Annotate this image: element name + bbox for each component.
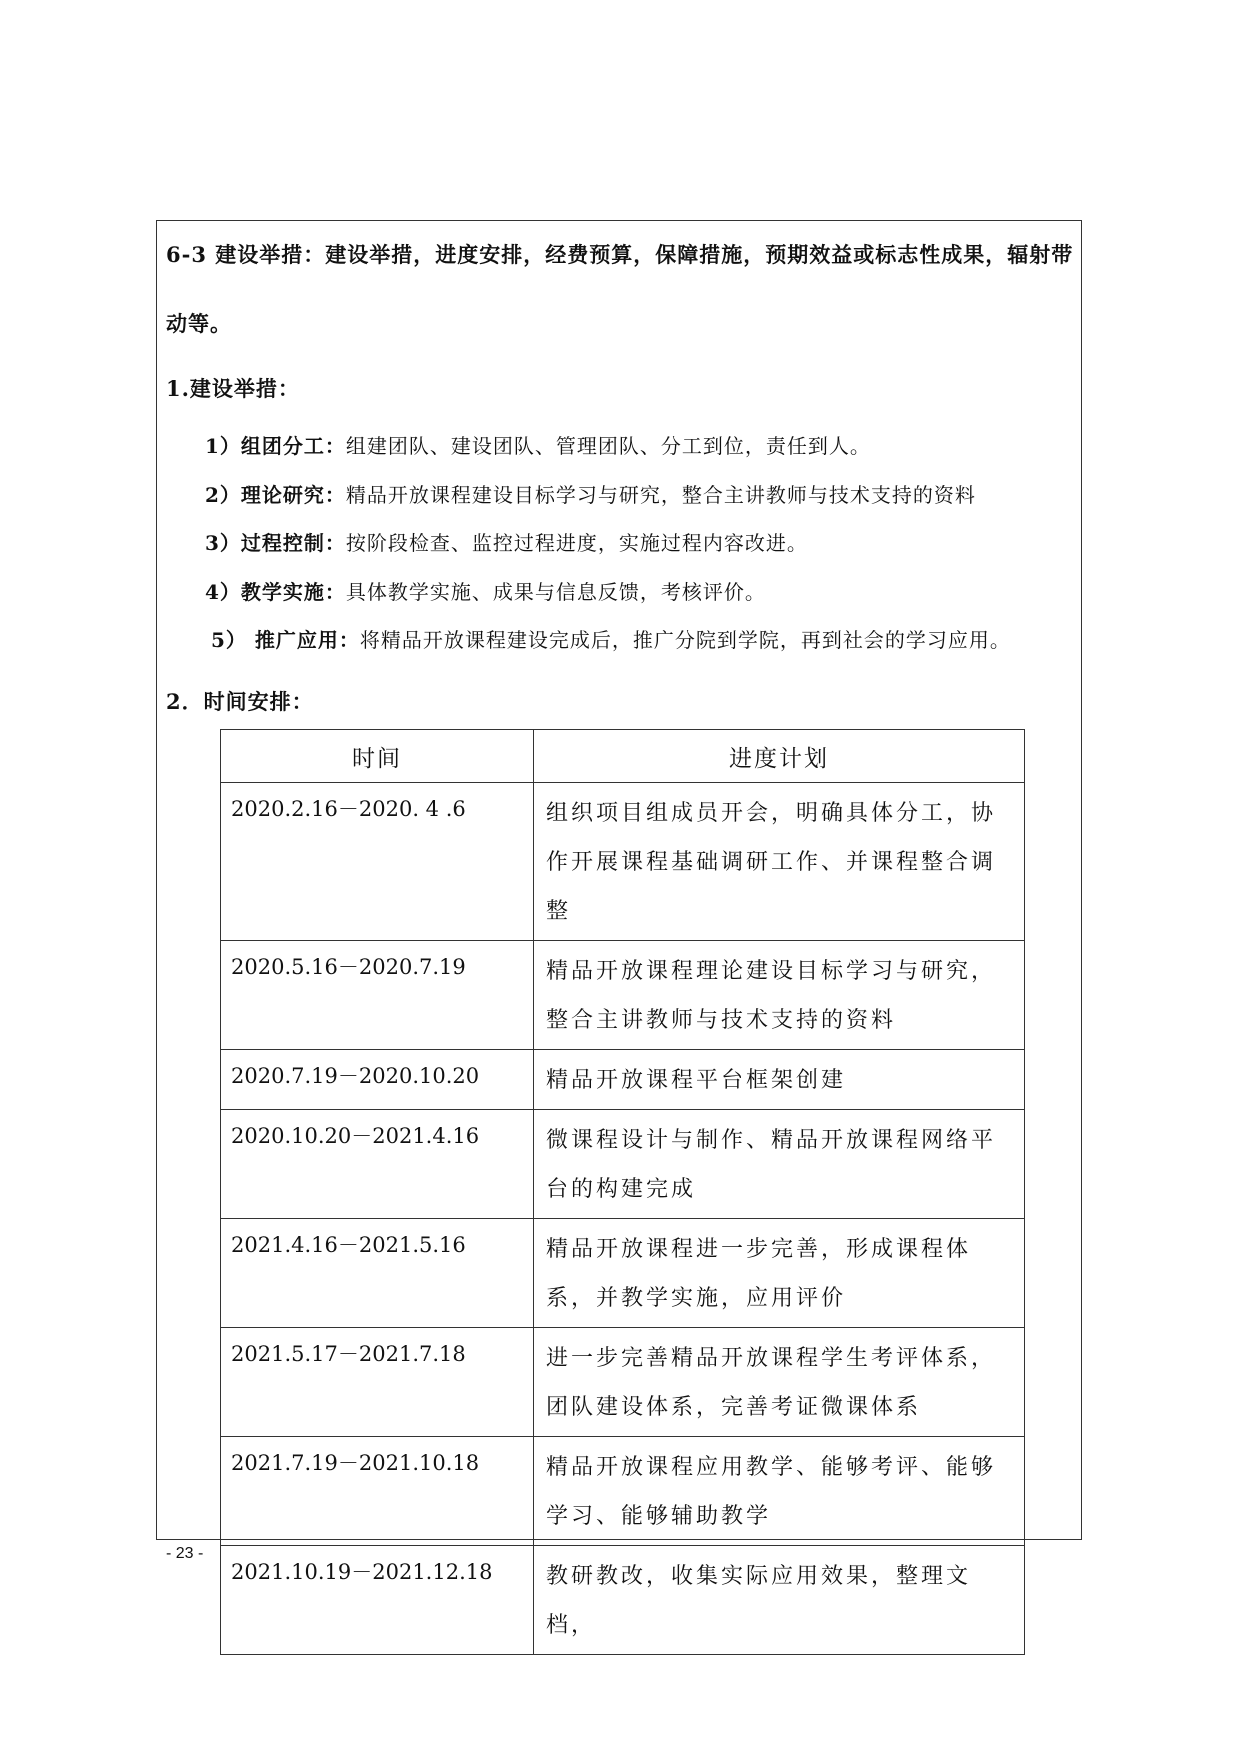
plan-cell: 组织项目组成员开会，明确具体分工，协作开展课程基础调研工作、并课程整合调整 <box>534 783 1025 941</box>
time-cell: 2021.10.19－2021.12.18 <box>221 1546 534 1655</box>
table-row <box>221 1110 1025 1219</box>
time-cell: 2021.7.19－2021.10.18 <box>221 1437 534 1546</box>
time-cell: 2021.4.16－2021.5.16 <box>221 1219 534 1328</box>
measure-item-label: 3）过程控制： <box>205 531 346 555</box>
time-cell: 2020.7.19－2020.10.20 <box>221 1050 534 1110</box>
measure-item-label: 5） 推广应用： <box>211 628 360 652</box>
measure-item-text: 具体教学实施、成果与信息反馈，考核评价。 <box>345 580 766 604</box>
column-header-plan: 进度计划 <box>534 730 1025 783</box>
time-cell: 2020.10.20－2021.4.16 <box>221 1110 534 1219</box>
measure-item-label: 4）教学实施： <box>205 580 346 604</box>
measure-item-text: 精品开放课程建设目标学习与研究，整合主讲教师与技术支持的资料 <box>345 483 976 507</box>
measure-item-text: 按阶段检查、监控过程进度，实施过程内容改进。 <box>345 531 808 555</box>
time-cell: 2020.5.16－2020.7.19 <box>221 941 534 1050</box>
time-cell: 2021.5.17－2021.7.18 <box>221 1328 534 1437</box>
measure-item-text: 组建团队、建设团队、管理团队、分工到位，责任到人。 <box>345 434 871 458</box>
measure-item-label: 1）组团分工： <box>205 434 346 458</box>
measure-item <box>205 430 871 459</box>
table-header-row <box>221 730 1025 783</box>
plan-cell: 微课程设计与制作、精品开放课程网络平台的构建完成 <box>534 1110 1025 1219</box>
measure-item <box>205 479 976 508</box>
plan-cell: 教研教改，收集实际应用效果，整理文档， <box>534 1546 1025 1655</box>
measure-item <box>205 527 808 556</box>
schedule-table <box>220 729 1025 1655</box>
page-number: - 23 - <box>166 1545 204 1562</box>
measure-item <box>205 576 766 605</box>
table-row <box>221 1437 1025 1546</box>
table-row <box>221 783 1025 941</box>
column-header-time: 时间 <box>221 730 534 783</box>
measure-item <box>211 624 1011 653</box>
section-heading-line2: 动等。 <box>166 311 232 336</box>
section-heading-line1: 6-3 建设举措：建设举措，进度安排，经费预算，保障措施，预期效益或标志性成果，辐射带 <box>166 242 1074 267</box>
plan-cell: 精品开放课程理论建设目标学习与研究，整合主讲教师与技术支持的资料 <box>534 941 1025 1050</box>
measure-item-label: 2）理论研究： <box>205 483 346 507</box>
measures-title: 1.建设举措： <box>166 376 300 401</box>
time-cell: 2020.2.16－2020. 4 .6 <box>221 783 534 941</box>
plan-cell: 精品开放课程平台框架创建 <box>534 1050 1025 1110</box>
plan-cell: 进一步完善精品开放课程学生考评体系，团队建设体系，完善考证微课体系 <box>534 1328 1025 1437</box>
table-row <box>221 941 1025 1050</box>
table-row <box>221 1219 1025 1328</box>
schedule-title: 2．时间安排： <box>166 689 314 714</box>
table-row <box>221 1328 1025 1437</box>
measure-item-text: 将精品开放课程建设完成后，推广分院到学院，再到社会的学习应用。 <box>359 628 1011 652</box>
table-row <box>221 1546 1025 1655</box>
table-row <box>221 1050 1025 1110</box>
plan-cell: 精品开放课程进一步完善，形成课程体系，并教学实施，应用评价 <box>534 1219 1025 1328</box>
plan-cell: 精品开放课程应用教学、能够考评、能够学习、能够辅助教学 <box>534 1437 1025 1546</box>
